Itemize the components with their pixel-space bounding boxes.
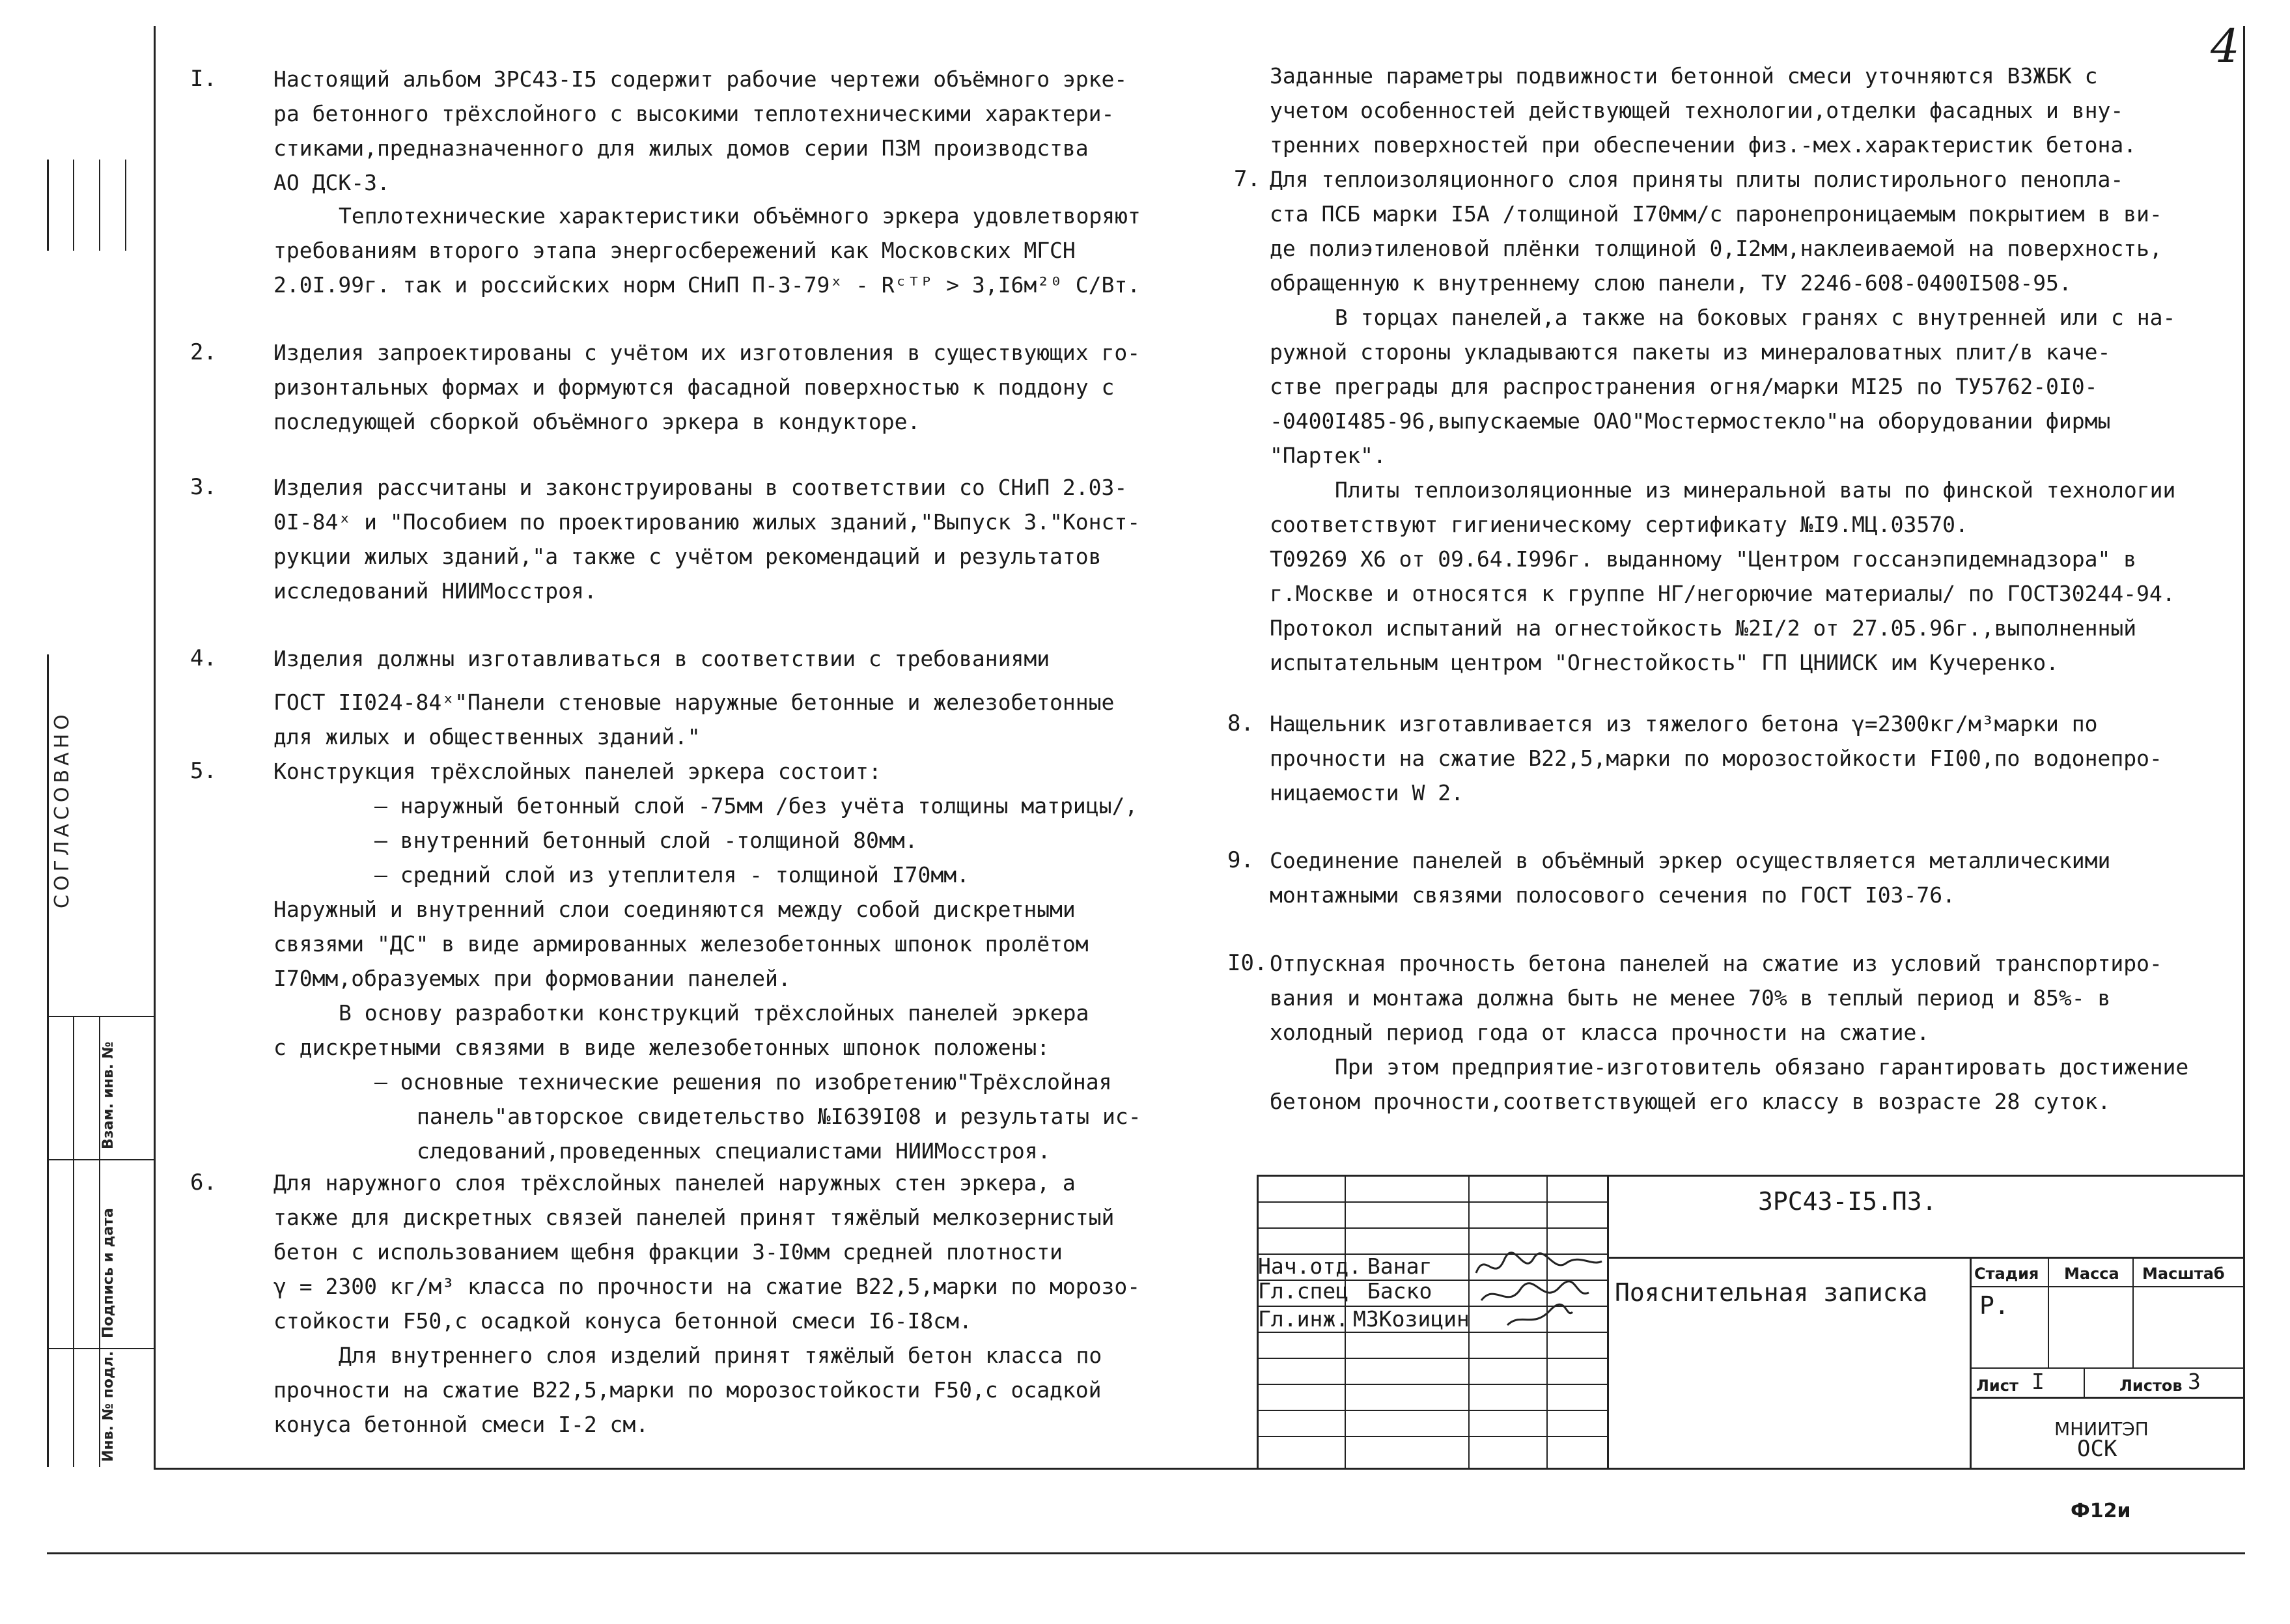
stage-value: Р. bbox=[1979, 1291, 2009, 1320]
frame-right-border bbox=[2243, 26, 2245, 1469]
item-number: 9. bbox=[1227, 847, 1254, 873]
document-code: ЗРС43-I5.ПЗ. bbox=[1758, 1187, 1937, 1216]
bullet: – средний слой из утеплителя - толщиной I70мм. bbox=[374, 862, 970, 888]
paragraph: Для теплоизоляционного слоя приняты плиты полистирольного пенопла- ста ПСБ марки I5А /толщиной I70мм/с паронепроницаемым покрытием в ви- де полиэтиленовой плёнки толщиной 0,I2мм,наклеиваемой на поверхность, обращенную к внутреннему слою панели, ТУ 2246-608-0400I508-95. В торцах панелей,а также на боковых гранях с внутренней или с на- ружной стороны укладываются пакеты из минераловатных плит/в каче- стве преграды для распространения огня/марки МI25 по ТУ5762-0I0- -0400I485-96,выпускаемые ОАО"Мостермостекло"на оборудовании фирмы "Партек". Плиты теплоизоляционные из минеральной ваты по финской технологии соответствуют гигиеническому сертификату №I9.МЦ.03570. Т09269 Х6 от 09.64.I996г. выданному "Центром госсанэпидемнадзора" в г.Москве и относятся к группе НГ/негорючие материалы/ по ГОСТ30244-94. Протокол испытаний на огнестойкость №2I/2 от 27.05.96г.,выполненный испытательным центром "Огнестойкость" ГП ЦНИИСК им Кучеренко. bbox=[1270, 167, 2176, 675]
organization-unit: ОСК bbox=[2077, 1436, 2117, 1462]
role-label: Нач.отд. bbox=[1258, 1253, 1361, 1279]
mass-header: Масса bbox=[2064, 1265, 2119, 1283]
paragraph: Заданные параметры подвижности бетонной смеси уточняются ВЗЖБК с учетом особенностей действующей технологии,отделки фасадных и вну- тренних поверхностей при обеспечении физ.-мех.характеристик бетона. bbox=[1270, 63, 2137, 158]
frame-left-border bbox=[154, 26, 156, 1469]
paragraph: Конструкция трёхслойных панелей эркера состоит: – наружный бетонный слой -75мм /без учёта толщины матрицы/, – внутренний бетонный слой -толщиной 80мм. – средний слой из утеплителя - толщиной I70мм. Наружный и внутренний слои соединяются между собой дискретными связями "ДС" в виде армированных железобетонных шпонок пролётом I70мм,образуемых при формовании панелей. В основу разработки конструкций трёхслойных панелей эркера с дискретными связями в виде железобетонных шпонок положены: – основные технические решения по изобретению"Трёхслойная панель"авторское свидетельство №I639I08 и результаты ис- следований,проведенных специалистами НИИМосстроя. bbox=[273, 759, 1141, 1164]
scale-header: Масштаб bbox=[2142, 1265, 2225, 1283]
frame-bottom-border bbox=[154, 1468, 2245, 1470]
agreed-label: СОГЛАСОВАНО bbox=[51, 710, 74, 908]
paragraph: Изделия должны изготавливаться в соответствии с требованиями ГОСТ II024-84ˣ"Панели стеновые наружные бетонные и железобетонные для жилых и общественных зданий." bbox=[273, 646, 1115, 749]
bullet: – внутренний бетонный слой -толщиной 80мм. bbox=[374, 828, 918, 853]
stage-header: Стадия bbox=[1974, 1265, 2039, 1283]
sheet-label: Лист bbox=[1976, 1377, 2018, 1395]
sheet-value: I bbox=[2032, 1369, 2045, 1394]
item-number: 6. bbox=[190, 1169, 217, 1196]
item-number: 8. bbox=[1227, 710, 1254, 736]
item-number: I. bbox=[190, 66, 217, 92]
paragraph: Соединение панелей в объёмный эркер осуществляется металлическими монтажными связями полосового сечения по ГОСТ I03-76. bbox=[1270, 848, 2111, 908]
paragraph: Изделия рассчитаны и законструированы в соответствии со СНиП 2.03- 0I-84ˣ и "Пособием по проектированию жилых зданий,"Выпуск 3."Конст- рукции жилых зданий,"а также с учётом рекомендаций и результатов исследований НИИМосстроя. bbox=[273, 475, 1141, 604]
paragraph: Отпускная прочность бетона панелей на сжатие из условий транспортиро- вания и монтажа должна быть не менее 70% в теплый период и 85%- в холодный период года от класса прочности на сжатие. При этом предприятие-изготовитель обязано гарантировать достижение бетоном прочности,соответствующей его классу в возрасте 28 суток. bbox=[1270, 951, 2189, 1114]
signature-date-label: Подпись и дата bbox=[100, 1208, 117, 1338]
format-mark: Ф12и bbox=[2071, 1500, 2131, 1522]
document-title: Пояснительная записка bbox=[1615, 1278, 1928, 1307]
sheets-value: 3 bbox=[2188, 1369, 2201, 1394]
original-inv-label: Инв. № подл. bbox=[100, 1351, 117, 1462]
role-label: Гл.инж. bbox=[1258, 1306, 1349, 1332]
bullet: – наружный бетонный слой -75мм /без учёта толщины матрицы/, bbox=[374, 793, 1138, 819]
corner-mark: 4 bbox=[2211, 20, 2240, 73]
paragraph: Настоящий альбом ЗРС43-I5 содержит рабочие чертежи объёмного эрке- ра бетонного трёхслойного с высокими теплотехническими характери- стиками,предназначенного для жилых домов серии ПЗМ производства АО ДСК-3. bbox=[273, 66, 1128, 195]
item-number: 3. bbox=[190, 474, 217, 500]
paragraph: Теплотехнические характеристики объёмного эркера удовлетворяют требованиям второго этапа энергосбережений как Московских МГСН 2.0I.99г. так и российских норм СНиП П-3-79ˣ - Rᶜᵀᴾ > 3,I6м²⁰ С/Вт. bbox=[273, 203, 1141, 298]
paragraph: Нащельник изготавливается из тяжелого бетона γ=2300кг/м³марки по прочности на сжатие В22,5,марки по морозостойкости FI00,по водонепро- ницаемости W 2. bbox=[1270, 711, 2162, 805]
bullet: – основные технические решения по изобретению"Трёхслойная bbox=[374, 1069, 1112, 1095]
sheets-label: Листов bbox=[2119, 1377, 2183, 1395]
replacement-inv-label: Взам. инв. № bbox=[100, 1041, 117, 1149]
item-number: 4. bbox=[190, 645, 217, 671]
person-name: Баско bbox=[1367, 1278, 1432, 1304]
paragraph: Изделия запроектированы с учётом их изготовления в существующих го- ризонтальных формах и формуются фасадной поверхностью к поддону с последующей сборкой объёмного эркера в кондукторе. bbox=[273, 340, 1141, 434]
person-name: МЗКозицин bbox=[1353, 1306, 1470, 1332]
item-number: 7. bbox=[1234, 166, 1261, 192]
item-number: 2. bbox=[190, 339, 217, 365]
role-label: Гл.спец bbox=[1258, 1278, 1349, 1304]
sheet-outer-bottom-line bbox=[47, 1552, 2245, 1554]
item-number: I0. bbox=[1227, 950, 1268, 976]
person-name: Ванаг bbox=[1367, 1253, 1432, 1279]
paragraph: Для наружного слоя трёхслойных панелей наружных стен эркера, а также для дискретных связей панелей принят тяжёлый мелкозернистый бетон с использованием щебня фракции 3-I0мм средней плотности γ = 2300 кг/м³ класса по прочности на сжатие В22,5,марки по морозо- стойкости F50,с осадкой конуса бетонной смеси I6-I8см. Для внутреннего слоя изделий принят тяжёлый бетон класса по прочности на сжатие В22,5,марки по морозостойкости F50,с осадкой конуса бетонной смеси I-2 см. bbox=[273, 1170, 1141, 1437]
organization-name: МНИИТЭП bbox=[2054, 1418, 2149, 1440]
signatures bbox=[1468, 1247, 1612, 1335]
item-number: 5. bbox=[190, 758, 217, 784]
